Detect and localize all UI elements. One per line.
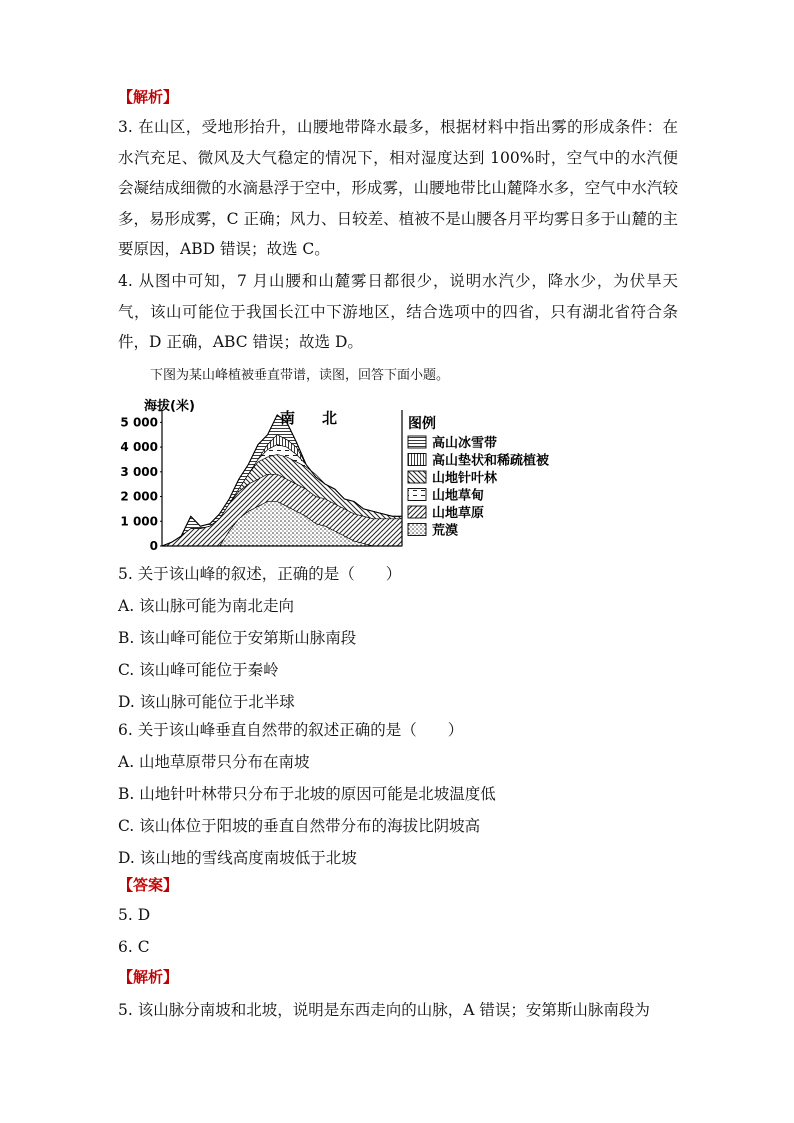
north-slope-label: 北 [322,409,338,427]
y-tick-label: 2 000 [120,489,158,504]
q6-option-a: A. 山地草原带只分布在南坡 [118,753,310,771]
q5-option-a: A. 该山脉可能为南北走向 [118,597,295,615]
q6-option-d: D. 该山地的雪线高度南坡低于北坡 [118,849,357,867]
y-axis-label: 海拔(米) [144,399,195,414]
analysis-q5: 5. 该山脉分南坡和北坡，说明是东西走向的山脉，A 错误；安第斯山脉南段为 [118,1001,650,1019]
legend-swatch [408,436,426,448]
vegetation-layers [162,415,402,546]
analysis-q4: 4. 从图中可知，7 月山腰和山麓雾日都很少，说明水汽少，降水少，为伏旱天气，该山可能位于我国长江中下游地区，结合选项中的四省，只有湖北省符合条件，D 正确，ABC 错误；故选 D。 [118,272,678,351]
legend-label: 荒漠 [432,523,459,539]
legend-label: 山地草原 [432,506,485,521]
q5-option-d: D. 该山脉可能位于北半球 [118,693,295,711]
answer-6: 6. C [118,938,150,956]
q5-stem: 5. 关于该山峰的叙述，正确的是（ ） [118,565,402,583]
vegetation-zone-chart [120,388,580,553]
legend-label: 高山冰雪带 [432,436,498,451]
y-tick-label: 3 000 [120,464,158,479]
legend-label: 山地针叶林 [432,471,498,486]
y-tick-labels [120,415,162,553]
y-tick-label: 1 000 [120,514,158,529]
legend-swatch [408,524,426,536]
answer-label: 【答案】 [118,876,179,894]
legend-label: 山地草甸 [432,488,485,504]
analysis-q3: 3. 在山区，受地形抬升，山腰地带降水最多，根据材料中指出雾的形成条件：在水汽充足、微风及大气稳定的情况下，相对湿度达到 100%时，空气中的水汽便会凝结成细微的水滴悬浮于空中，形成雾，山腰地带比山麓降水多，空气中水汽较多，易形成雾，C 正确；风力、日较差、植被不是山腰各月平均雾日多于山麓的主要原因，ABD 错误；故选 C。 [118,118,678,258]
legend-swatch [408,506,426,518]
q6-option-b: B. 山地针叶林带只分布于北坡的原因可能是北坡温度低 [118,785,496,803]
y-tick-label: 5 000 [120,415,158,430]
figure-intro: 下图为某山峰植被垂直带谱，读图，回答下面小题。 [150,368,450,383]
south-slope-label: 南 [280,409,296,427]
legend-label: 高山垫状和稀疏植被 [432,453,550,469]
legend [408,435,549,539]
q5-option-b: B. 该山峰可能位于安第斯山脉南段 [118,629,357,647]
q5-option-c: C. 该山峰可能位于秦岭 [118,661,279,679]
legend-title: 图例 [408,416,436,432]
analysis-label: 【解析】 [118,88,179,106]
legend-swatch [408,489,426,501]
y-tick-label: 0 [149,539,158,553]
q6-stem: 6. 关于该山峰垂直自然带的叙述正确的是（ ） [118,721,464,739]
answer-5: 5. D [118,906,151,924]
y-tick-label: 4 000 [120,440,158,455]
legend-swatch [408,471,426,483]
q6-option-c: C. 该山体位于阳坡的垂直自然带分布的海拔比阴坡高 [118,817,481,835]
analysis-label-2: 【解析】 [118,968,179,986]
legend-swatch [408,454,426,466]
